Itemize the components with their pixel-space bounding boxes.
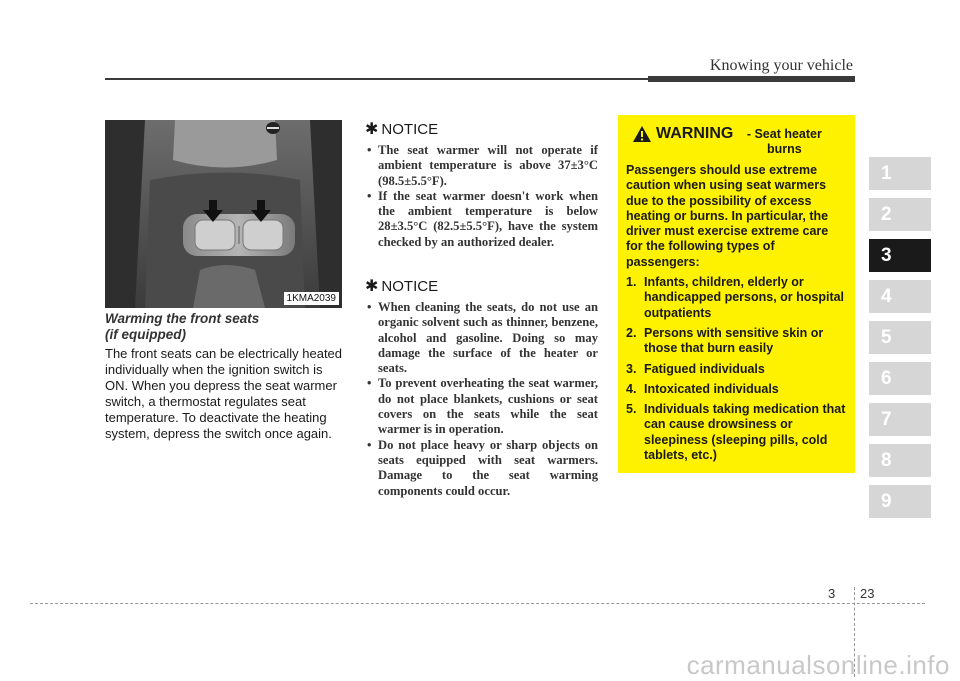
notice-item: • When cleaning the seats, do not use an organic solvent such as thinner, benzene, alcohol and gasoline. Doing so may damage the surface of the heater or seats.: [367, 300, 598, 376]
caption-line-1: Warming the front seats: [105, 311, 260, 326]
warning-item: 5. Individuals taking medication that can cause drowsiness or sleepiness (sleeping pills, cold tablets, etc.): [626, 402, 846, 463]
console-illustration: [105, 120, 342, 308]
notice-heading: ✱ NOTICE: [365, 278, 439, 295]
notice-heading: ✱ NOTICE: [365, 121, 439, 138]
chapter-tab-6[interactable]: 6: [869, 362, 931, 395]
warning-box: [618, 115, 855, 473]
warning-intro: Passengers should use extreme caution when using seat warmers due to the possibility of excess heating or burns. In particular, the driver must exercise extreme care for the following types of passengers:: [626, 163, 829, 269]
header-title: Knowing your vehicle: [709, 57, 853, 74]
footer-rule: [30, 603, 925, 604]
warning-item: 3. Fatigued individuals: [626, 361, 765, 376]
notice-block-1: [365, 119, 598, 250]
warning-item: 1. Infants, children, elderly or handicapped persons, or hospital outpatients: [626, 275, 845, 320]
chapter-tab-4[interactable]: 4: [869, 280, 931, 313]
page-chapter: 3: [828, 586, 836, 601]
notice-star-icon: ✱: [365, 278, 379, 295]
caption-line-2: (if equipped): [105, 327, 186, 342]
notice-star-icon: ✱: [365, 121, 379, 138]
chapter-tab-8[interactable]: 8: [869, 444, 931, 477]
warning-subtitle: - Seat heater burns: [746, 127, 822, 156]
chapter-tab-1[interactable]: 1: [869, 157, 931, 190]
warning-word: WARNING: [656, 125, 734, 142]
warning-item: 4. Intoxicated individuals: [626, 381, 779, 396]
notice-item: • If the seat warmer doesn't work when the ambient temperature is below 28±3.5°C (82.5±5.5°F), have the system checked by an authorized dealer.: [367, 188, 598, 249]
warning-item: 2. Persons with sensitive skin or those that burn easily: [626, 325, 824, 356]
notice-block-2: [365, 276, 598, 499]
warning-list: [626, 275, 848, 463]
watermark: carmanualsonline.info: [686, 650, 950, 680]
chapter-tab-3[interactable]: 3: [869, 239, 931, 272]
seat-warmer-switch-photo: [105, 120, 342, 308]
page-number: 23: [860, 586, 875, 601]
body-paragraph: The front seats can be electrically heated individually when the ignition switch is ON. When you depress the seat warmer switch, a thermostat regulates seat temperature. To deactivate the heating system, depress the switch once again.: [105, 346, 343, 441]
notice-list-2: [365, 300, 598, 499]
warning-title: [626, 125, 848, 157]
chapter-tab-9[interactable]: 9: [869, 485, 931, 518]
notice-item: • The seat warmer will not operate if ambient temperature is above 37±3°C (98.5±5.5°F).: [367, 143, 598, 188]
header-rule-accent: [648, 76, 855, 82]
section-caption: [105, 311, 345, 343]
chapter-tab-2[interactable]: 2: [869, 198, 931, 231]
chapter-tabs: [869, 157, 931, 526]
notice-item: • Do not place heavy or sharp objects on seats equipped with seat warmers. Damage to the seat warming components could occur.: [367, 437, 598, 498]
warning-triangle-icon: [632, 125, 652, 143]
notice-list-1: [365, 143, 598, 250]
figure-code: 1KMA2039: [284, 292, 339, 305]
chapter-tab-7[interactable]: 7: [869, 403, 931, 436]
notice-item: • To prevent overheating the seat warmer, do not place blankets, cushions or seat covers on the seats while the seat warmer is in operation.: [367, 376, 598, 437]
chapter-tab-5[interactable]: 5: [869, 321, 931, 354]
